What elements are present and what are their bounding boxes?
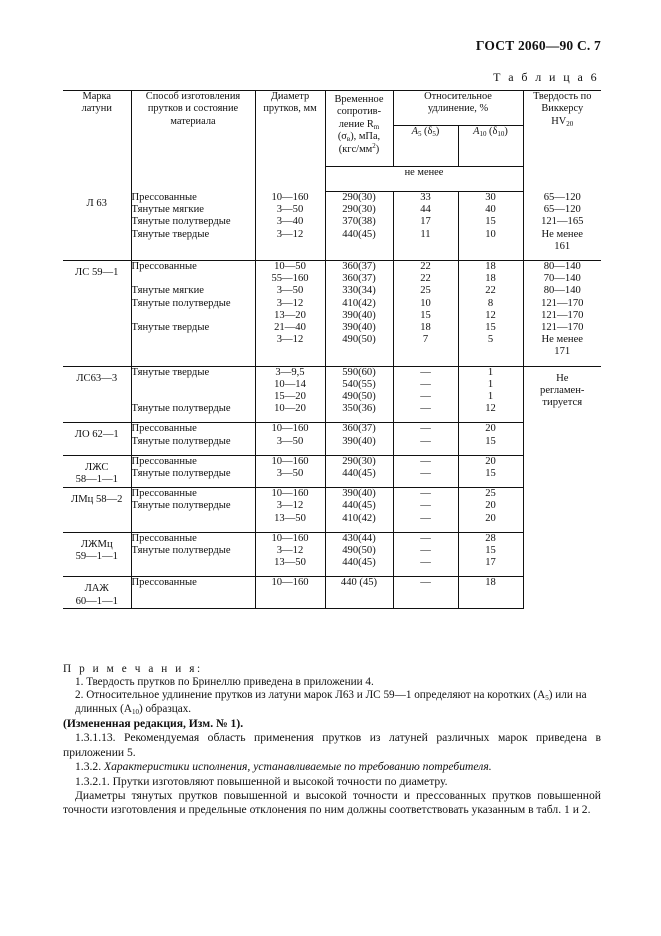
cell-strength (325, 241, 393, 261)
cell-a10: 40 (458, 204, 523, 216)
table-row (63, 468, 601, 488)
cell-a10: 30 (458, 192, 523, 205)
cell-a10: 12 (458, 403, 523, 423)
cell-strength: 370(38) (325, 216, 393, 228)
table-row (63, 403, 601, 423)
cell-strength: 410(42) (325, 513, 393, 533)
cell-a5: — (393, 577, 458, 597)
cell-a5: 15 (393, 310, 458, 322)
cell-a5: — (393, 557, 458, 577)
document-header: ГОСТ 2060—90 С. 7 (475, 38, 601, 53)
cell-diameter: 10—160 (255, 488, 325, 501)
cell-method: Тянутые полутвердые (131, 298, 255, 310)
cell-strength: 440(45) (325, 500, 393, 512)
cell-diameter: 10—160 (255, 192, 325, 205)
cell-diameter (255, 346, 325, 366)
header-a10: A10 (δ10) (458, 126, 523, 167)
cell-diameter: 10—160 (255, 532, 325, 545)
cell-strength: 290(30) (325, 204, 393, 216)
table-row (63, 241, 601, 261)
header-method: Способ изготовления прутков и состояние материала (131, 91, 255, 192)
cell-a10: 12 (458, 310, 523, 322)
cell-a5: — (393, 403, 458, 423)
cell-diameter: 10—160 (255, 455, 325, 468)
cell-grade: ЛАЖ 60—1—1 (63, 577, 131, 608)
cell-strength: 360(37) (325, 423, 393, 436)
cell-strength: 390(40) (325, 322, 393, 334)
cell-method: Тянутые полутвердые (131, 545, 255, 557)
properties-table (63, 90, 601, 609)
cell-hardness: 80—140 (523, 261, 601, 274)
cell-hardness: 121—165 (523, 216, 601, 228)
paragraph-diameters: Диаметры тянутых прутков повышенной и высокой точности и прессованных прутков повышенной точности изготовления и предельные отклонения по ним должны соответствовать указанным в табл. 1 и 2. (63, 789, 601, 817)
cell-grade: ЛМц 58—2 (63, 488, 131, 533)
cell-a5: — (393, 423, 458, 436)
cell-grade: ЛЖМц 59—1—1 (63, 532, 131, 577)
cell-a10 (458, 597, 523, 609)
cell-diameter (255, 597, 325, 609)
cell-diameter: 10—20 (255, 403, 325, 423)
cell-method: Тянутые твердые (131, 322, 255, 334)
table-row (63, 322, 601, 334)
cell-a5: — (393, 455, 458, 468)
header-min: не менее (325, 167, 523, 192)
cell-grade: ЛС63—3 (63, 366, 131, 423)
table-notes (63, 663, 601, 717)
note-2: 2. Относительное удлинение прутков из латуни марок Л63 и ЛС 59—1 определяют на коротких (A5) или на длинных (A10) образцах. (75, 689, 587, 716)
table-row (63, 216, 601, 228)
cell-method: Прессованные (131, 423, 255, 436)
cell-a10: 15 (458, 216, 523, 228)
cell-strength: 490(50) (325, 334, 393, 346)
cell-grade: Л 63 (63, 192, 131, 261)
cell-hardness: 65—120 (523, 192, 601, 205)
cell-a5 (393, 346, 458, 366)
cell-diameter: 10—14 (255, 379, 325, 391)
table-row (63, 597, 601, 609)
cell-method: Прессованные (131, 261, 255, 274)
table-row (63, 577, 601, 597)
cell-diameter: 3—12 (255, 334, 325, 346)
cell-method (131, 557, 255, 577)
cell-a10 (458, 346, 523, 366)
cell-hardness: 121—170 (523, 322, 601, 334)
table-row (63, 229, 601, 241)
cell-a5: — (393, 500, 458, 512)
cell-a5: 11 (393, 229, 458, 241)
cell-a5: — (393, 379, 458, 391)
cell-diameter: 3—12 (255, 500, 325, 512)
cell-strength (325, 346, 393, 366)
cell-a10: 5 (458, 334, 523, 346)
cell-diameter: 13—50 (255, 513, 325, 533)
cell-a5: — (393, 391, 458, 403)
cell-strength: 540(55) (325, 379, 393, 391)
cell-strength: 360(37) (325, 273, 393, 285)
cell-diameter: 13—50 (255, 557, 325, 577)
table-row (63, 261, 601, 274)
cell-a5: 10 (393, 298, 458, 310)
notes-title: П р и м е ч а н и я: (63, 663, 203, 675)
cell-a5: 18 (393, 322, 458, 334)
cell-a5: — (393, 436, 458, 456)
cell-strength: 290(30) (325, 192, 393, 205)
table-row (63, 346, 601, 366)
cell-a5: — (393, 366, 458, 379)
cell-a10: 18 (458, 261, 523, 274)
cell-strength: 490(50) (325, 545, 393, 557)
cell-strength: 290(30) (325, 455, 393, 468)
cell-a5 (393, 597, 458, 609)
table-row (63, 436, 601, 456)
cell-strength: 330(34) (325, 285, 393, 297)
cell-method: Тянутые мягкие (131, 285, 255, 297)
cell-hardness: 65—120 (523, 204, 601, 216)
cell-diameter: 3—50 (255, 204, 325, 216)
cell-a5: — (393, 513, 458, 533)
cell-a10: 1 (458, 391, 523, 403)
cell-a10: 22 (458, 285, 523, 297)
cell-a5: — (393, 468, 458, 488)
cell-a10: 20 (458, 423, 523, 436)
table-row (63, 455, 601, 468)
cell-method: Тянутые полутвердые (131, 500, 255, 512)
table-row (63, 545, 601, 557)
header-grade: Марка латуни (81, 91, 112, 115)
cell-a10: 28 (458, 532, 523, 545)
cell-diameter: 10—50 (255, 261, 325, 274)
cell-diameter: 3—12 (255, 298, 325, 310)
cell-method: Тянутые полутвердые (131, 436, 255, 456)
note-1: 1. Твердость прутков по Бринеллю приведена в приложении 4. (75, 676, 374, 688)
cell-diameter: 10—160 (255, 577, 325, 597)
table-row (63, 334, 601, 346)
cell-method: Тянутые твердые (131, 366, 255, 379)
cell-grade: ЛЖС 58—1—1 (63, 455, 131, 487)
cell-hardness: 171 (523, 346, 601, 366)
cell-strength: 490(50) (325, 391, 393, 403)
table-row (63, 391, 601, 403)
cell-method (131, 391, 255, 403)
cell-diameter (255, 241, 325, 261)
cell-a10: 18 (458, 577, 523, 597)
paragraph-132: 1.3.2. Характеристики исполнения, устанавливаемые по требованию потребителя. (75, 760, 492, 774)
cell-a5 (393, 241, 458, 261)
table-row (63, 423, 601, 436)
cell-method (131, 334, 255, 346)
cell-method: Тянутые твердые (131, 229, 255, 241)
cell-diameter: 13—20 (255, 310, 325, 322)
cell-diameter: 3—12 (255, 545, 325, 557)
cell-method (131, 379, 255, 391)
cell-strength: 590(60) (325, 366, 393, 379)
cell-a5: 44 (393, 204, 458, 216)
cell-diameter: 15—20 (255, 391, 325, 403)
cell-hardness-not-regulated: Не регламен- тируется (523, 366, 601, 608)
cell-a5: 7 (393, 334, 458, 346)
table-row (63, 500, 601, 512)
header-elongation: Относительное удлинение, % (393, 91, 523, 126)
cell-a10: 15 (458, 545, 523, 557)
cell-a10: 10 (458, 229, 523, 241)
cell-method (131, 513, 255, 533)
table-row (63, 532, 601, 545)
cell-strength: 440(45) (325, 557, 393, 577)
cell-diameter: 3—50 (255, 285, 325, 297)
cell-method (131, 597, 255, 609)
cell-strength: 440(45) (325, 468, 393, 488)
cell-a10: 15 (458, 436, 523, 456)
cell-method: Прессованные (131, 577, 255, 597)
cell-a10: 1 (458, 366, 523, 379)
cell-strength: 390(40) (325, 436, 393, 456)
cell-a10: 20 (458, 513, 523, 533)
table-row (63, 513, 601, 533)
cell-a5: 22 (393, 261, 458, 274)
cell-method: Тянутые мягкие (131, 204, 255, 216)
cell-a5: — (393, 545, 458, 557)
cell-method (131, 346, 255, 366)
cell-method: Прессованные (131, 192, 255, 205)
cell-hardness: 121—170 (523, 310, 601, 322)
cell-a5: — (393, 488, 458, 501)
cell-hardness: 70—140 (523, 273, 601, 285)
cell-a10 (458, 241, 523, 261)
cell-diameter: 3—50 (255, 468, 325, 488)
cell-diameter: 21—40 (255, 322, 325, 334)
cell-diameter: 10—160 (255, 423, 325, 436)
cell-a5: 25 (393, 285, 458, 297)
header-strength: Временное сопротив-ление Rm (σв), мПа, $(кгс/мм^2)$ (325, 91, 393, 167)
cell-hardness: 161 (523, 241, 601, 261)
table-row (63, 379, 601, 391)
document-body (63, 717, 601, 818)
cell-method (131, 241, 255, 261)
paragraph-13113: 1.3.1.13. Рекомендуемая область применения прутков из латуней различных марок приведена в приложении 5. (63, 731, 601, 759)
cell-a10: 20 (458, 500, 523, 512)
cell-strength (325, 597, 393, 609)
cell-method (131, 310, 255, 322)
cell-method: Тянутые полутвердые (131, 403, 255, 423)
cell-method: Тянутые полутвердые (131, 216, 255, 228)
cell-a10: 15 (458, 468, 523, 488)
cell-strength: 410(42) (325, 298, 393, 310)
cell-strength: 350(36) (325, 403, 393, 423)
cell-strength: 390(40) (325, 310, 393, 322)
cell-diameter: 3—50 (255, 436, 325, 456)
header-a5: A5 (δ5) (393, 126, 458, 167)
cell-method (131, 273, 255, 285)
cell-a10: 1 (458, 379, 523, 391)
cell-diameter: 3—9,5 (255, 366, 325, 379)
cell-hardness: 121—170 (523, 298, 601, 310)
table-row (63, 298, 601, 310)
cell-a10: 8 (458, 298, 523, 310)
table-row (63, 310, 601, 322)
edit-note: (Измененная редакция, Изм. № 1). (63, 717, 244, 730)
cell-method: Прессованные (131, 455, 255, 468)
cell-diameter: 55—160 (255, 273, 325, 285)
table-caption: Т а б л и ц а 6 (493, 70, 599, 84)
cell-method: Прессованные (131, 532, 255, 545)
cell-a5: 22 (393, 273, 458, 285)
cell-a10: 25 (458, 488, 523, 501)
cell-strength: 360(37) (325, 261, 393, 274)
cell-a10: 18 (458, 273, 523, 285)
cell-method: Прессованные (131, 488, 255, 501)
table-row (63, 366, 601, 379)
cell-hardness: Не менее (523, 334, 601, 346)
table-row (63, 204, 601, 216)
table-row (63, 488, 601, 501)
cell-a10: 20 (458, 455, 523, 468)
paragraph-1321: 1.3.2.1. Прутки изготовляют повышенной и высокой точности по диаметру. (75, 774, 448, 788)
cell-strength: 440 (45) (325, 577, 393, 597)
cell-a5: 17 (393, 216, 458, 228)
cell-hardness: 80—140 (523, 285, 601, 297)
cell-hardness: Не менее (523, 229, 601, 241)
cell-strength: 390(40) (325, 488, 393, 501)
cell-grade: ЛО 62—1 (63, 423, 131, 455)
cell-grade: ЛС 59—1 (63, 261, 131, 367)
table-row (63, 273, 601, 285)
cell-a5: — (393, 532, 458, 545)
cell-a10: 17 (458, 557, 523, 577)
table-row (63, 285, 601, 297)
cell-strength: 430(44) (325, 532, 393, 545)
cell-a5: 33 (393, 192, 458, 205)
header-hardness: Твердость по Виккерсу HV20 (523, 91, 601, 192)
table-row (63, 557, 601, 577)
cell-method: Тянутые полутвердые (131, 468, 255, 488)
cell-diameter: 3—12 (255, 229, 325, 241)
table-row (63, 192, 601, 205)
cell-strength: 440(45) (325, 229, 393, 241)
cell-diameter: 3—40 (255, 216, 325, 228)
header-diameter: Диаметр прутков, мм (255, 91, 325, 192)
cell-a10: 15 (458, 322, 523, 334)
